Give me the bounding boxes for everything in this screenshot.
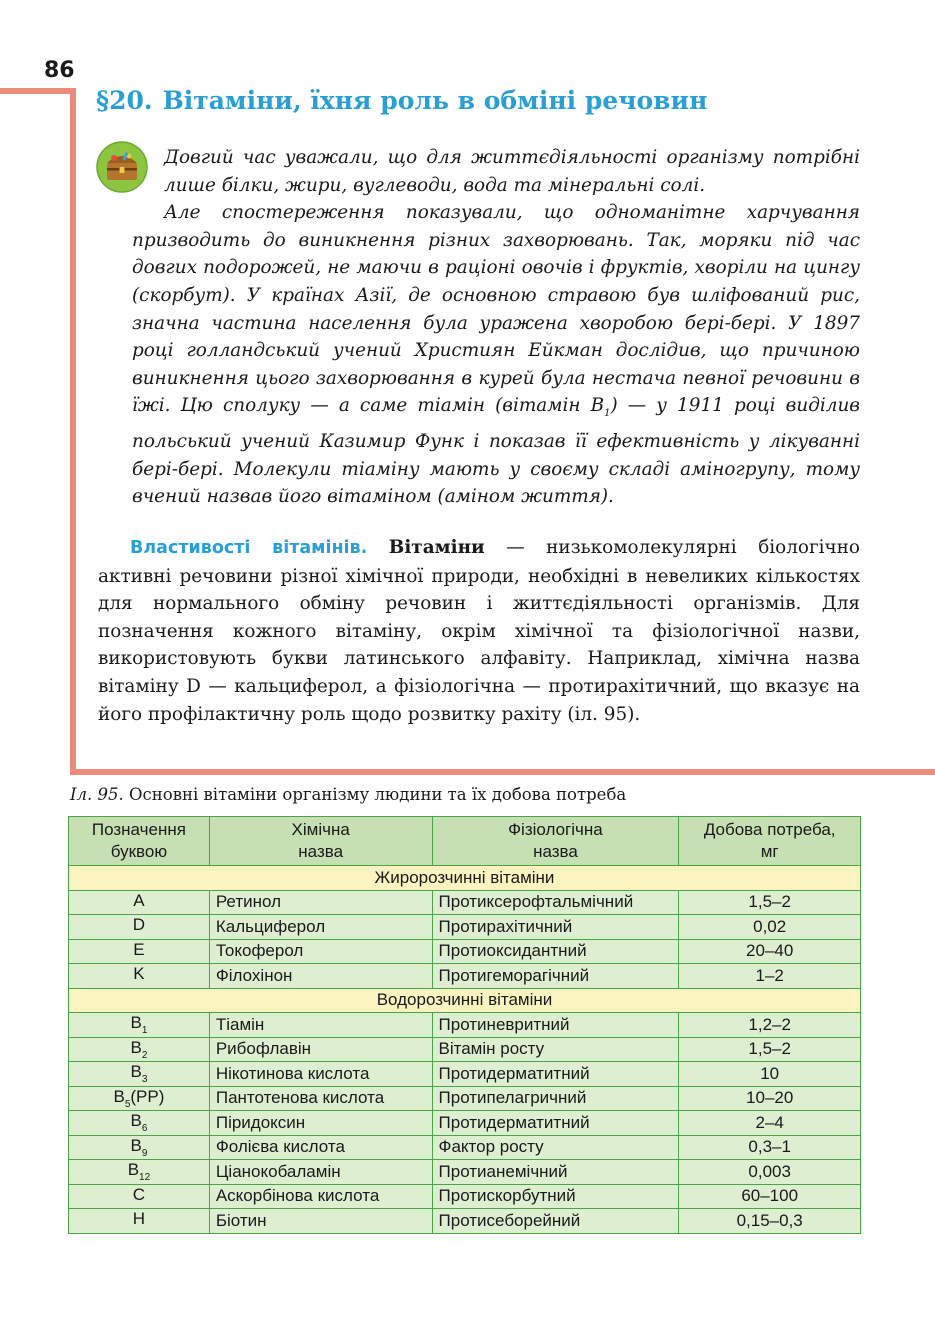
cell-daily-need: 1,5–2 — [679, 890, 861, 915]
table-row — [69, 1037, 861, 1062]
cell-letter: D — [69, 915, 210, 940]
table-row — [69, 915, 861, 940]
cell-physiological-name: Протидерматитний — [432, 1111, 679, 1136]
cell-physiological-name: Протиневритний — [432, 1013, 679, 1038]
cell-physiological-name: Протипелагричний — [432, 1086, 679, 1111]
cell-daily-need: 1,2–2 — [679, 1013, 861, 1038]
cell-physiological-name: Протигеморагічний — [432, 964, 679, 989]
cell-chemical-name: Нікотинова кислота — [209, 1062, 432, 1087]
cell-letter: $B_3$ — [69, 1062, 210, 1087]
cell-letter: $B_2$ — [69, 1037, 210, 1062]
cell-chemical-name: Пантотенова кислота — [209, 1086, 432, 1111]
table-row — [69, 1160, 861, 1185]
cell-physiological-name: Протиксерофтальмічний — [432, 890, 679, 915]
cell-chemical-name: Рибофлавін — [209, 1037, 432, 1062]
vitamins-table — [68, 816, 861, 1234]
caption-text: Основні вітаміни організму людини та їх добова потреба — [123, 785, 627, 804]
paragraph-heading: Властивості вітамінів. — [130, 538, 368, 558]
cell-physiological-name: Вітамін росту — [432, 1037, 679, 1062]
cell-letter: $B_1$ — [69, 1013, 210, 1038]
table-row — [69, 1013, 861, 1038]
cell-daily-need: 60–100 — [679, 1184, 861, 1209]
group-label: Жиророзчинні вітаміни — [69, 866, 861, 891]
cell-letter: K — [69, 964, 210, 989]
cell-letter: H — [69, 1209, 210, 1234]
cell-letter: $B_{12}$ — [69, 1160, 210, 1185]
cell-daily-need: 0,003 — [679, 1160, 861, 1185]
cell-daily-need: 0,02 — [679, 915, 861, 940]
main-paragraph-text: — низькомолекулярні біологічно активні речовини різної хімічної природи, необхідні в невеликих кількостях для нормального обміну речовин і життєдіяльності організмів. Для позначення кожного вітаміну, окрім хімічної та фізіологічної назви, використовують букви латинського алфавіту. Наприклад, хімічна назва вітаміну D — кальциферол, а фізіологічна — протирахітичний, що вказує на його профілактичну роль щодо розвитку рахіту (іл. 95). — [98, 537, 860, 725]
cell-letter: E — [69, 939, 210, 964]
table-header-row — [69, 817, 861, 866]
table-row — [69, 1184, 861, 1209]
header-letter: Позначення буквою — [69, 817, 210, 866]
cell-chemical-name: Тіамін — [209, 1013, 432, 1038]
caption-label: Іл. 95. — [70, 785, 124, 804]
table-row — [69, 964, 861, 989]
header-physiological-name: Фізіологічна назва — [432, 817, 679, 866]
header-daily-need: Добова потреба, мг — [679, 817, 861, 866]
cell-daily-need: 1,5–2 — [679, 1037, 861, 1062]
intro-text — [132, 144, 860, 511]
cell-chemical-name: Фолієва кислота — [209, 1135, 432, 1160]
table-row — [69, 1086, 861, 1111]
table-row — [69, 1062, 861, 1087]
cell-chemical-name: Філохінон — [209, 964, 432, 989]
group-label: Водорозчинні вітаміни — [69, 988, 861, 1013]
main-paragraph — [98, 534, 860, 728]
cell-daily-need: 0,3–1 — [679, 1135, 861, 1160]
page-number: 86 — [44, 58, 75, 83]
section-title — [96, 86, 707, 115]
cell-letter: $B_6$ — [69, 1111, 210, 1136]
cell-letter: $B_5(PP)$ — [69, 1086, 210, 1111]
cell-physiological-name: Протидерматитний — [432, 1062, 679, 1087]
cell-physiological-name: Фактор росту — [432, 1135, 679, 1160]
frame-bottom-rule — [70, 769, 935, 775]
intro-paragraph-1: Довгий час уважали, що для життєдіяльності організму потрібні лише білки, жири, вуглеводи, вода та мінеральні солі. — [164, 147, 860, 196]
cell-chemical-name: Кальциферол — [209, 915, 432, 940]
cell-daily-need: 20–40 — [679, 939, 861, 964]
cell-daily-need: 10–20 — [679, 1086, 861, 1111]
frame-left-rule — [70, 88, 76, 775]
cell-chemical-name: Ретинол — [209, 890, 432, 915]
frame-top-rule — [0, 88, 76, 94]
cell-chemical-name: Біотин — [209, 1209, 432, 1234]
section-number: §20. — [96, 86, 153, 115]
table-row — [69, 1209, 861, 1234]
cell-letter: C — [69, 1184, 210, 1209]
cell-daily-need: 1–2 — [679, 964, 861, 989]
cell-physiological-name: Протирахітичний — [432, 915, 679, 940]
table-row — [69, 1135, 861, 1160]
table-group-row — [69, 988, 861, 1013]
cell-physiological-name: Протискорбутний — [432, 1184, 679, 1209]
cell-letter: A — [69, 890, 210, 915]
term-vitamins: Вітаміни — [388, 537, 485, 558]
cell-chemical-name: Токоферол — [209, 939, 432, 964]
cell-daily-need: 0,15–0,3 — [679, 1209, 861, 1234]
intro-paragraph-2: Але спостереження показували, що одноманітне харчування призводить до виникнення різних захворювань. Так, моряки під час довгих подорожей, не маючи в раціоні овочів і фруктів, хворіли на цингу (скорбут). У країнах Азії, де основною стравою був шліфований рис, значна частина населення була уражена хворобою бері-бері. У 1897 році голландський учений Християн Ейкман дослідив, що причиною виникнення цього захворювання в курей була нестача певної речовини в їжі. Цю сполуку — а саме тіамін (вітамін $B_1$) — у 1911 році виділив польський учений Казимир Функ і показав її ефективність у лікуванні бері-бері. Молекули тіаміну мають у своєму складі аміногрупу, тому вчений назвав його вітаміном (аміном життя). — [132, 202, 860, 508]
table-group-row — [69, 866, 861, 891]
cell-physiological-name: Протиоксидантний — [432, 939, 679, 964]
cell-chemical-name: Аскорбінова кислота — [209, 1184, 432, 1209]
cell-chemical-name: Ціанокобаламін — [209, 1160, 432, 1185]
cell-daily-need: 2–4 — [679, 1111, 861, 1136]
cell-letter: $B_9$ — [69, 1135, 210, 1160]
figure-caption — [70, 785, 626, 804]
table-row — [69, 890, 861, 915]
table-row — [69, 939, 861, 964]
cell-physiological-name: Протисеборейний — [432, 1209, 679, 1234]
table-row — [69, 1111, 861, 1136]
cell-chemical-name: Піридоксин — [209, 1111, 432, 1136]
cell-physiological-name: Протианемічний — [432, 1160, 679, 1185]
header-chemical-name: Хімічна назва — [209, 817, 432, 866]
cell-daily-need: 10 — [679, 1062, 861, 1087]
section-title-text: Вітаміни, їхня роль в обміні речовин — [162, 86, 708, 115]
